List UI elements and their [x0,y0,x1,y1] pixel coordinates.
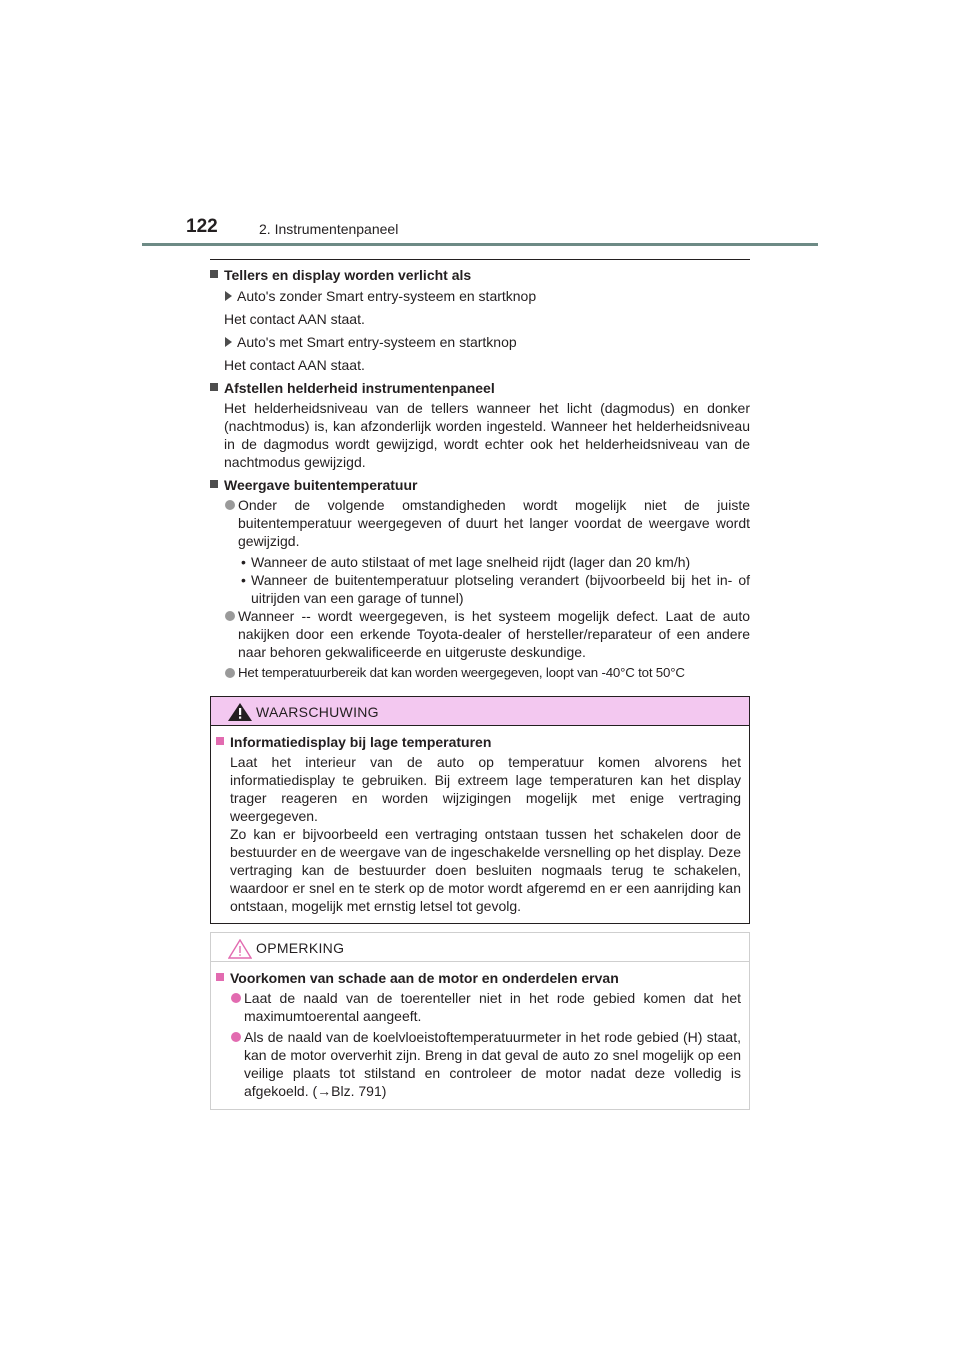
lights-item2-text: Het contact AAN staat. [224,357,365,373]
note-title: Voorkomen van schade aan de motor en onderdelen ervan [216,969,741,987]
square-bullet-icon [210,270,218,278]
circle-bullet-icon [225,668,235,678]
dot-bullet-icon: • [241,554,246,570]
circle-bullet-icon [225,500,235,510]
warning-text-1: Laat het interieur van de auto op temperatuur komen alvorens het informatiedisplay te gebruiken. Bij extreem lage temperaturen kan het display trager reageren en worden wijzigingen mogelijk met enige vertraging weergegeven. [230,754,741,824]
lights-item1-text: Het contact AAN staat. [224,311,365,327]
outside-temp-bullet-2: Wanneer -- wordt weergegeven, is het systeem mogelijk defect. Laat de auto nakijken door een erkende Toyota-dealer of hersteller/reparateur of een andere naar behoren gekwalificeerde en uitgeruste deskundige. [210,607,750,661]
section-brightness-title: Afstellen helderheid instrumentenpaneel [210,379,750,397]
square-bullet-icon [216,737,224,745]
circle-bullet-icon [225,611,235,621]
note-bullet-1: Laat de naald van de toerenteller niet in het rode gebied komen dat het maximumtoerental aangeeft. [216,989,741,1025]
warning-triangle-icon [228,703,252,721]
content-rule [210,259,750,260]
note-box-header [211,933,749,962]
warning-label: WAARSCHUWING [256,704,379,720]
warning-box [210,696,750,924]
lights-item1-heading: Auto's zonder Smart entry-systeem en startknop [210,287,750,305]
header-rule [142,243,818,246]
square-bullet-icon [210,383,218,391]
caution-triangle-outline-icon [228,939,252,959]
brightness-text: Het helderheidsniveau van de tellers wanneer het licht (dagmodus) en donker (nachtmodus) is, kan afzonderlijk worden ingesteld. Wanneer het helderheidsniveau in de dagmodus wordt gewijzigd, wordt echter ook het helderheidsniveau van de nachtmodus gewijzigd. [224,400,750,470]
lights-item2-heading: Auto's met Smart entry-systeem en startknop [210,333,750,351]
circle-bullet-icon [231,993,241,1003]
warning-box-header [211,697,749,726]
note-bullet-2: Als de naald van de koelvloeistoftemperatuurmeter in het rode gebied (H) staat, kan de motor oververhit zijn. Breng in dat geval de auto zo snel mogelijk op een veilige plaats tot stilstand en controleer de motor nadat deze volledig is afgekoeld. (→Blz. 791) [216,1028,741,1100]
main-content [210,266,750,685]
section-outside-temp-title: Weergave buitentemperatuur [210,476,750,494]
triangle-arrow-icon [225,337,232,347]
dot-bullet-icon: • [241,572,246,588]
outside-temp-sub-1: • Wanneer de auto stilstaat of met lage snelheid rijdt (lager dan 20 km/h) [241,554,691,570]
warning-title: Informatiedisplay bij lage temperaturen [216,733,741,751]
square-bullet-icon [210,480,218,488]
outside-temp-sub-2: • Wanneer de buitentemperatuur plotseling verandert (bijvoorbeeld bij het in- of uitrijden van een garage of tunnel) [241,572,750,606]
warning-text-2: Zo kan er bijvoorbeeld een vertraging ontstaan tussen het schakelen door de bestuurder en de weergave van de ingeschakelde versnelling op het display. Deze vertraging kan de bestuurder doen besluiten nogmaals terug te schakelen, waardoor er snel en te sterk op de motor wordt afgeremd en er een aanrijding kan ontstaan, mogelijk met ernstig letsel tot gevolg. [230,826,741,914]
outside-temp-bullet-1: Onder de volgende omstandigheden wordt mogelijk niet de juiste buitentemperatuur weergegeven of duurt het langer voordat de weergave wordt gewijzigd. [210,496,750,550]
chapter-title: 2. Instrumentenpaneel [259,221,399,237]
warning-box-body [211,726,749,915]
note-box [210,932,750,1110]
section-lights-title: Tellers en display worden verlicht als [210,266,750,284]
page-number: 122 [186,216,218,237]
circle-bullet-icon [231,1032,241,1042]
outside-temp-bullet-3: Het temperatuurbereik dat kan worden weergegeven, loopt van -40°C tot 50°C [210,664,750,682]
triangle-arrow-icon [225,291,232,301]
note-box-body [211,962,749,1100]
square-bullet-icon [216,973,224,981]
note-label: OPMERKING [256,940,345,956]
